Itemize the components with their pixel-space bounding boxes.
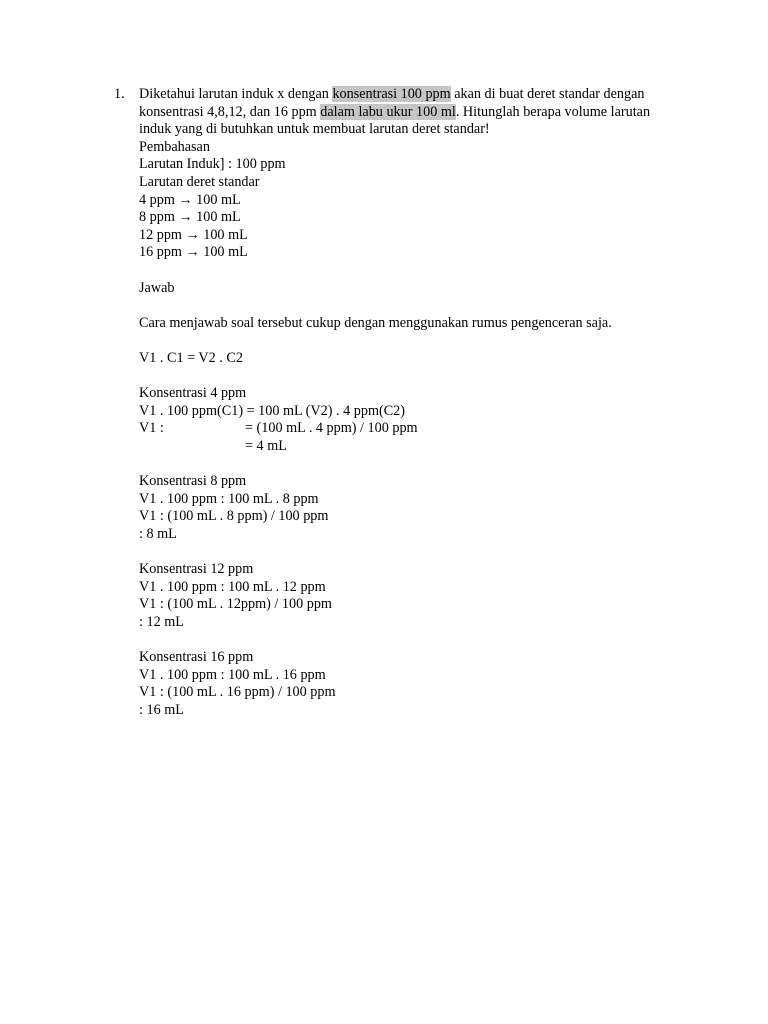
jawab-heading: Jawab bbox=[139, 279, 175, 296]
v1-label: V1 : bbox=[139, 420, 164, 437]
document-body bbox=[139, 86, 679, 719]
calc-text: = (100 mL . 4 ppm) / 100 ppm bbox=[245, 420, 418, 437]
deret-item: 8 ppm → 100 mL bbox=[139, 209, 241, 226]
deret-item: 4 ppm → 100 mL bbox=[139, 191, 241, 208]
question-line-2 bbox=[139, 104, 679, 122]
konsentrasi-4-line: V1 . 100 ppm(C1) = 100 mL (V2) . 4 ppm(C2) bbox=[139, 402, 405, 419]
larutan-induk: Larutan Induk] : 100 ppm bbox=[139, 156, 286, 173]
spacer bbox=[139, 332, 679, 350]
question-line-3: induk yang di butuhkan untuk membuat larutan deret standar! bbox=[139, 121, 490, 138]
konsentrasi-8-line: V1 . 100 ppm : 100 mL . 8 ppm bbox=[139, 490, 319, 507]
konsentrasi-4-result bbox=[139, 438, 679, 456]
question-text: . Hitunglah berapa volume larutan bbox=[455, 103, 651, 120]
konsentrasi-16-line: V1 . 100 ppm : 100 mL . 16 ppm bbox=[139, 666, 326, 683]
konsentrasi-4-heading: Konsentrasi 4 ppm bbox=[139, 385, 247, 402]
deret-item: 16 ppm → 100 mL bbox=[139, 244, 248, 261]
deret-standar-heading: Larutan deret standar bbox=[139, 173, 260, 190]
deret-item: 12 ppm → 100 mL bbox=[139, 226, 248, 243]
dilution-formula: V1 . C1 = V2 . C2 bbox=[139, 349, 243, 366]
spacer bbox=[139, 368, 679, 386]
question-line-1 bbox=[139, 86, 679, 104]
highlighted-text: dalam labu ukur 100 ml bbox=[320, 103, 456, 120]
konsentrasi-8-line: V1 : (100 mL . 8 ppm) / 100 ppm bbox=[139, 508, 329, 525]
jawab-intro: Cara menjawab soal tersebut cukup dengan menggunakan rumus pengenceran saja. bbox=[139, 314, 612, 331]
konsentrasi-12-line: V1 . 100 ppm : 100 mL . 12 ppm bbox=[139, 578, 326, 595]
spacer bbox=[139, 631, 679, 649]
spacer bbox=[139, 297, 679, 315]
result-text: = 4 mL bbox=[245, 437, 287, 454]
spacer bbox=[139, 262, 679, 280]
pembahasan-heading: Pembahasan bbox=[139, 138, 210, 155]
spacer bbox=[139, 455, 679, 473]
konsentrasi-4-line bbox=[139, 420, 679, 438]
question-text: konsentrasi 4,8,12, dan 16 ppm bbox=[139, 103, 321, 120]
konsentrasi-12-line: V1 : (100 mL . 12ppm) / 100 ppm bbox=[139, 596, 332, 613]
question-text: akan di buat deret standar dengan bbox=[450, 86, 645, 102]
konsentrasi-12-heading: Konsentrasi 12 ppm bbox=[139, 561, 254, 578]
konsentrasi-12-result: : 12 mL bbox=[139, 613, 184, 630]
konsentrasi-8-heading: Konsentrasi 8 ppm bbox=[139, 473, 247, 490]
konsentrasi-16-result: : 16 mL bbox=[139, 701, 184, 718]
konsentrasi-16-line: V1 : (100 mL . 16 ppm) / 100 ppm bbox=[139, 684, 336, 701]
konsentrasi-8-result: : 8 mL bbox=[139, 525, 177, 542]
konsentrasi-16-heading: Konsentrasi 16 ppm bbox=[139, 649, 254, 665]
highlighted-text: konsentrasi 100 ppm bbox=[332, 86, 451, 102]
spacer bbox=[139, 543, 679, 561]
question-number: 1. bbox=[114, 86, 125, 102]
question-text: Diketahui larutan induk x dengan bbox=[139, 86, 333, 102]
